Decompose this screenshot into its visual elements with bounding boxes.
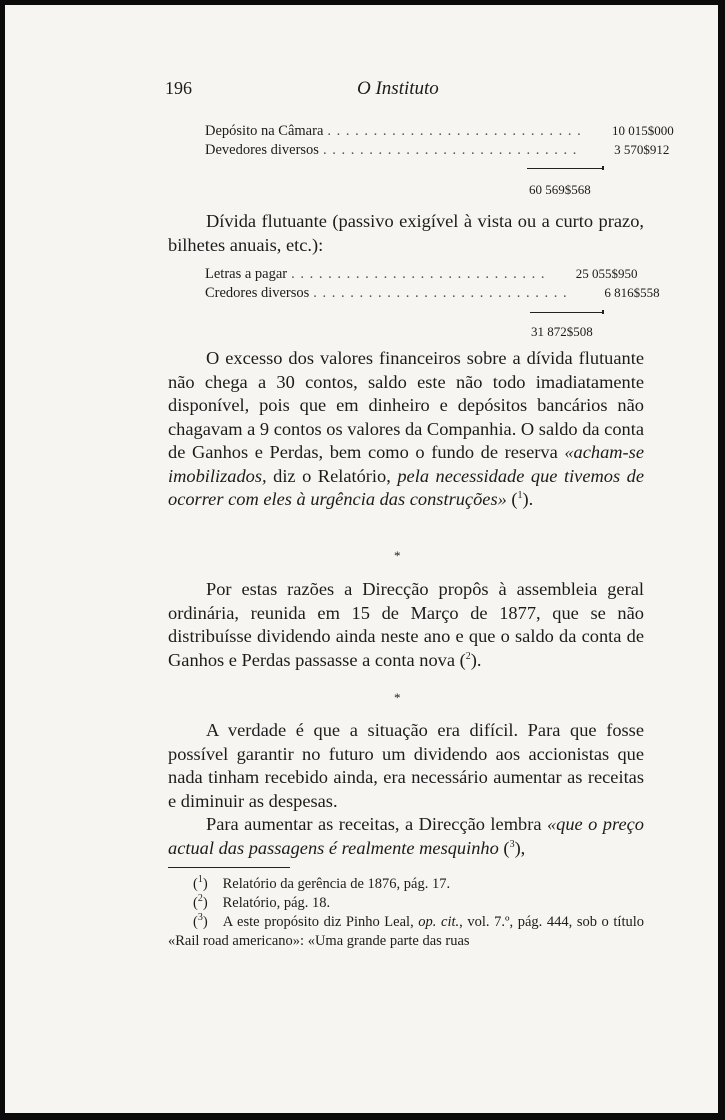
footnote-ref: 2	[465, 650, 471, 662]
account-label: Credores diversos	[205, 285, 310, 301]
account-row	[205, 283, 660, 302]
footnote-mark: ($^2$)	[193, 893, 208, 911]
account-label: Depósito na Câmara	[205, 123, 324, 139]
footnote-number: 1	[197, 874, 203, 886]
footnote-text: , vol. 7.º, pág. 444, sob o título «Rail road americano»: «Uma grande parte das ruas	[168, 914, 645, 949]
italic-quote: «acham-se imobilizados,	[168, 442, 644, 486]
book-page	[5, 5, 718, 1113]
dot-leader: . . . . . . . . . . . . . . . . . . . . . . . . . . . .	[322, 142, 578, 158]
account-label: Devedores diversos	[205, 142, 319, 158]
section-separator: *	[394, 548, 401, 563]
footnote-text: Relatório da gerência de 1876, pág. 17.	[222, 876, 451, 892]
note-bracket: ),	[514, 837, 526, 858]
account-label: Letras a pagar	[205, 266, 288, 282]
footnote-3	[168, 913, 644, 950]
footnote-rule	[168, 867, 290, 868]
footnote-ref: 3	[509, 838, 515, 850]
page-number: 196	[165, 78, 192, 98]
paragraph-excess	[168, 347, 644, 512]
paragraph-revenue	[168, 813, 644, 860]
section-separator: *	[394, 690, 401, 705]
running-title: O Instituto	[357, 78, 439, 99]
italic-quote: «que o preço actual das passagens é realmente mesquinho	[168, 814, 644, 858]
note-bracket: (	[506, 489, 518, 509]
account-value: 3 570$912	[614, 142, 670, 157]
paragraph-situation	[168, 719, 644, 813]
footnote-1	[168, 875, 644, 894]
dot-leader: . . . . . . . . . . . . . . . . . . . . . . . . . . . .	[327, 123, 582, 139]
note-bracket: ).	[470, 649, 482, 670]
paragraph-direction	[168, 578, 644, 672]
paragraph-text: Para aumentar as receitas, a Direcção lembra	[206, 814, 547, 834]
footnote-number: 2	[197, 893, 203, 905]
account-row	[205, 121, 674, 140]
account-row	[205, 264, 638, 283]
paragraph-text: diz o Relatório,	[266, 465, 398, 486]
account-value: 10 015$000	[612, 123, 674, 138]
footnote-mark: ($^3$)	[193, 912, 208, 930]
account-value: 6 816$558	[604, 285, 660, 300]
paragraph-text: O excesso dos valores financeiros sobre a dívida flutuante não chega a 30 contos, saldo este não todo imadiatamente disponível, pois que em dinheiro e depósitos bancários não chagavam a 9 contos os valores da Companhia. O saldo da conta de Ganhos e Perdas, bem como o fundo de reserva	[168, 348, 644, 462]
footnote-text: Relatório, pág. 18.	[222, 895, 331, 911]
sum-rule	[530, 312, 603, 313]
footnote-mark: ($^1$)	[193, 874, 208, 892]
floating-debt-total: 31 872$508	[531, 324, 593, 339]
account-value: 25 055$950	[575, 266, 638, 281]
dot-leader: . . . . . . . . . . . . . . . . . . . . . . . . . . . .	[291, 266, 546, 282]
italic-quote: pela necessidade que tivemos de ocorrer com eles à urgência das construções»	[168, 465, 645, 509]
paragraph-text: A verdade é que a situação era difícil. Para que fosse possível garantir no futuro um dividendo aos accionistas que nada tinham recebido ainda, era necessário aumentar as receitas e diminuir as despesas.	[168, 720, 644, 811]
sum-rule	[527, 168, 603, 169]
note-bracket: ).	[522, 489, 534, 509]
note-bracket: (	[498, 837, 510, 858]
account-row	[205, 140, 670, 159]
footnote-2	[168, 894, 644, 913]
dot-leader: . . . . . . . . . . . . . . . . . . . . . . . . . . . .	[313, 285, 568, 301]
footnote-citation: op. cit.	[418, 914, 460, 930]
footnote-text: A este propósito diz Pinho Leal,	[222, 914, 419, 930]
floating-debt-intro: Dívida flutuante (passivo exigível à vista ou a curto prazo, bilhetes anuais, etc.):	[168, 211, 644, 255]
footnote-number: 3	[197, 912, 203, 924]
floating-debt-table	[205, 264, 660, 302]
assets-total: 60 569$568	[529, 182, 591, 197]
paragraph-text: Por estas razões a Direcção propôs à assembleia geral ordinária, reunida em 15 de Março de 1877, que se não distribuísse dividendo ainda neste ano e que o saldo da conta de Ganhos e Perdas passasse a conta nova (	[168, 579, 644, 670]
assets-table	[205, 121, 674, 159]
footnote-ref: 1	[517, 489, 523, 501]
